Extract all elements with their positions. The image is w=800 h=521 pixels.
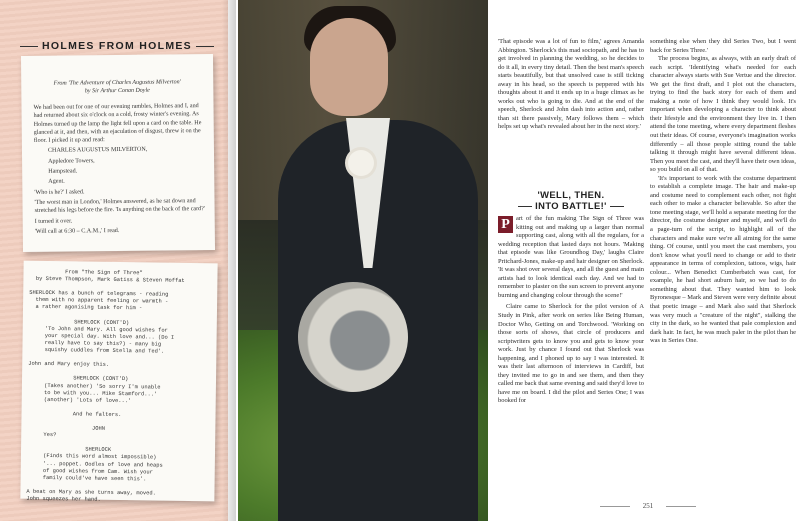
drop-cap: P <box>498 216 513 233</box>
photo-buttonhole-flower <box>348 150 374 176</box>
article-paragraph: 'It's important to work with the costume department to establish a complete image. The hair and make-up and costume need to complement each other, not fight each other to make a character believable. So after the tone meeting stage, we'll hold a separate meeting for the director, the costume designer and myself, and we'll do a page-turn of the script, to highlight all of the characters and make sure we're all aiming for the same thing. Of course, until you meet the cast members, you don't know what you'll need to change or add to their appearance in terms of complexion, tattoos, wigs, hair colour... When Benedict Cumberbatch was cast, for example, he had short auburn hair, so we had to do something about that. They wanted him to look Byronesque – Mark and Steven were very definite about that poetic image – and Mark also said that Sherlock was very much a "creature of the night", stalking the city in the dark, so he wanted that pale complexion and dark hair. In fact, he was much paler in the pilot than he was in Series One. <box>650 174 796 345</box>
left-page <box>0 0 228 521</box>
article-column-1 <box>498 38 644 132</box>
article-paragraph: The process begins, as always, with an early draft of each script. 'Identifying what's needed for each character always starts with Sue Vertue and the director. We get the first draft, and I plot out the characters, trying to find the back story for each of them and making a note of how I think they would look. It's important when developing a character to think about their lifestyle and the environment they live in. I then attend the tone meeting, where every department fleshes out their ideas. Of course, everyone's imagination works differently – all those people sitting round the table talking it through might have several different ideas. Then you meet the cast, and they'll have their own ideas, so you build on all of that. <box>650 55 796 174</box>
excerpt-address-line: Agent. <box>48 178 65 186</box>
excerpt-source <box>21 78 213 96</box>
title-rule-left <box>20 46 38 47</box>
excerpt-paragraph: 'Will call at 6:30 – C.A.M.,' I read. <box>34 227 120 235</box>
subhead-line2 <box>498 201 644 212</box>
section-title <box>14 40 220 52</box>
gutter-shadow <box>222 0 236 521</box>
excerpt-address-line: Appledore Towers, <box>48 158 95 165</box>
subhead-rule-right <box>610 206 624 207</box>
subhead-line1-text: 'WELL, THEN. <box>537 189 605 200</box>
excerpt-address-line: CHARLES AUGUSTUS MILVERTON, <box>47 147 148 155</box>
excerpt-body <box>33 102 206 238</box>
article-paragraph <box>498 215 644 300</box>
photo-sherlock-wedding <box>238 0 488 521</box>
article-paragraph: something else when they did Series Two, but I went back for Series Three.' <box>650 38 796 54</box>
excerpt-source-line2: by Sir Arthur Conan Doyle <box>84 87 150 95</box>
excerpt-paragraph: 'Who is he?' I asked. <box>34 189 85 196</box>
excerpt-script-page <box>20 261 217 502</box>
excerpt-paragraph: 'The worst man in London,' Holmes answered, as he sat down and stretched his legs before the fire. 'Is anything on the back of the card?' <box>34 198 206 215</box>
article-column-2 <box>650 38 796 346</box>
photo-face <box>310 18 388 116</box>
excerpt-paragraph: We had been out for one of our evening rambles, Holmes and I, and had returned about six o'clock on a cold, frosty winter's evening. As Holmes turned up the lamp the light fell upon a card on the table. He glanced at it, and then, with an ejaculation of disgust, threw it on the floor. I picked it up and read: <box>33 103 202 145</box>
subhead-rule-left <box>518 206 532 207</box>
excerpt-paragraph: I turned it over. <box>34 218 73 225</box>
title-rule-right <box>196 46 214 47</box>
excerpt-address-line: Hampstead. <box>48 168 78 175</box>
excerpt-milverton-card <box>21 54 215 252</box>
article-subhead <box>498 190 644 211</box>
article-column-1-continued <box>498 215 644 406</box>
subhead-line2-text: INTO BATTLE!' <box>535 199 607 211</box>
page-number <box>628 502 668 510</box>
folio-rule-right <box>666 506 696 507</box>
script-text: From "The Sign of Three" by Steve Thompson, Mark Gatiss & Steven Moffat SHERLOCK has a bunch of telegrams - reading them with no apparent feeling or warmth - a rather agonising task for him - SHERLOCK (CONT'D) 'To John and Mary. All good wishes for your special day. With love and... (Do I really have to say this?) - many big squishy cuddles from Stella and Ted'. John and Mary enjoy this. SHERLOCK (CONT'D) (Takes another) 'So sorry I'm unable to be with you... Mike Stamford...' (another) 'Lots of love...' And he falters. JOHN Yes? SHERLOCK (Finds this word almost impossible) '... poppet. Oodles of love and heaps of good wishes from Cam. Wish your family could've have seen this'. A beat on Mary as she turns away, moved. John squeezes her hand. <box>26 268 185 503</box>
page-number-text: 251 <box>642 502 654 510</box>
excerpt-source-line1: From 'The Adventure of Charles Augustus Milverton' <box>53 79 181 87</box>
article-paragraph: 'That episode was a lot of fun to film,' agrees Amanda Abbington. 'Sherlock's this mad sociopath, and he has to get involved in planning the wedding, so he decides to do it all, in every tiny detail. Then the best man's speech starts beautifully, but that unsolved case is still ticking away in his head, so the speech is peppered with his thoughts about it and it ends up in a huge climax as he works out who is going to die. And at the end of the speech, Sherlock and John dash into action and, rather than sit there passively, Mary follows them – which helps set up what's revealed about her in the next story.' <box>498 38 644 131</box>
article-paragraph: Claire came to Sherlock for the pilot version of A Study in Pink, after work on series like Being Human, Doctor Who, Getting on and Torchwood. 'Working on those sorts of shows, that circle of producers and scriptwriters gets to know you and gets to know your work. Just by chance I found out that Sherlock was happening, and I phoned up to say I was interested. It was their last afternoon of interviews in Cardiff, but they invited me to go in and see them, and then they called me back that same evening and said they'd love to have me on board. I did the pilot and Series One; I was booked for <box>498 303 644 405</box>
section-title-text: HOLMES FROM HOLMES <box>42 40 192 52</box>
folio-rule-left <box>600 506 630 507</box>
article-paragraph-text: art of the fun making The Sign of Three was kitting out and making up a larger than normal supporting cast, along with all the regulars, for a wedding reception that lasted days not hours. 'Making that episode was like Groundhog Day,' laughs Claire Pritchard-Jones, make-up and hair designer on Sherlock. 'It was shot over several days, and all the guest and main artists had to look identical each day. And we had to remember to plaster on the sun screen to prevent anyone burning and changing colour through the scene!' <box>498 215 644 299</box>
